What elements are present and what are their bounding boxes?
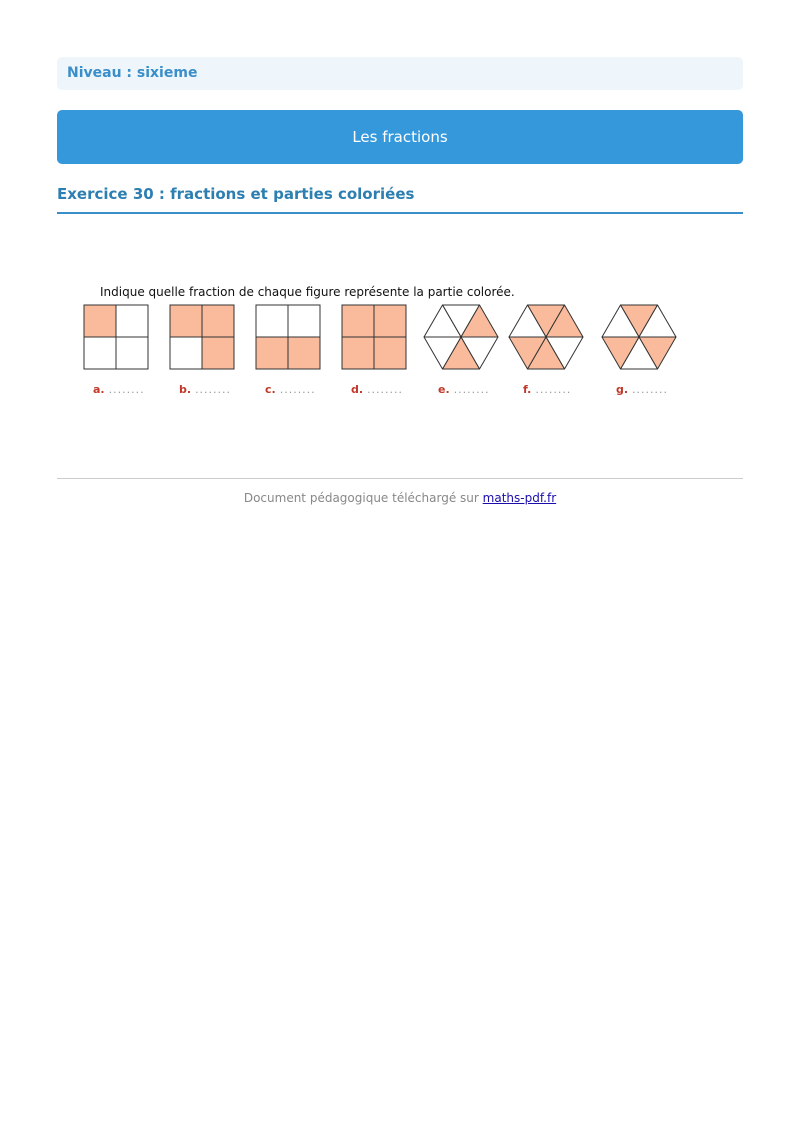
answer-letter: a.: [93, 383, 105, 396]
figure-b-cell: [202, 305, 234, 337]
answer-label-c: [265, 383, 316, 396]
chapter-banner: Les fractions: [57, 110, 743, 164]
figure-d-cell: [342, 337, 374, 369]
answer-letter: e.: [438, 383, 450, 396]
figure-a-cell: [116, 337, 148, 369]
figure-d-cell: [374, 305, 406, 337]
figure-b-cell: [170, 337, 202, 369]
figure-a-cell: [84, 305, 116, 337]
figure-b-cell: [202, 337, 234, 369]
figure-c-cell: [288, 305, 320, 337]
exercise-instruction: Indique quelle fraction de chaque figure représente la partie colorée.: [100, 285, 515, 299]
footer-text: Document pédagogique téléchargé sur: [243, 491, 479, 505]
footer-link[interactable]: maths-pdf.fr: [482, 491, 557, 505]
level-banner: Niveau : sixieme: [57, 57, 743, 90]
exercise-title: Exercice 30 : fractions et parties coloriées: [57, 185, 415, 203]
figure-a-cell: [84, 337, 116, 369]
answer-label-b: [179, 383, 231, 396]
answer-letter: f.: [523, 383, 532, 396]
figure-c-cell: [256, 305, 288, 337]
answer-label-d: [351, 383, 403, 396]
answer-blank: ........: [108, 383, 145, 396]
answer-label-g: [616, 383, 668, 396]
answer-blank: ........: [279, 383, 316, 396]
footer-divider: [57, 478, 743, 479]
footer: [0, 491, 800, 505]
answer-letter: d.: [351, 383, 364, 396]
answer-blank: ........: [632, 383, 669, 396]
answer-blank: ........: [195, 383, 232, 396]
answer-letter: b.: [179, 383, 192, 396]
figure-d-cell: [342, 305, 374, 337]
figure-d-cell: [374, 337, 406, 369]
figure-c-cell: [256, 337, 288, 369]
answer-blank: ........: [535, 383, 572, 396]
answer-blank: ........: [453, 383, 490, 396]
figure-b-cell: [170, 305, 202, 337]
figure-c-cell: [288, 337, 320, 369]
answer-letter: g.: [616, 383, 629, 396]
answer-label-f: [523, 383, 571, 396]
figure-a-cell: [116, 305, 148, 337]
answer-blank: ........: [367, 383, 404, 396]
answer-label-a: [93, 383, 145, 396]
answer-letter: c.: [265, 383, 276, 396]
answer-label-e: [438, 383, 490, 396]
fraction-figures: [0, 0, 800, 420]
